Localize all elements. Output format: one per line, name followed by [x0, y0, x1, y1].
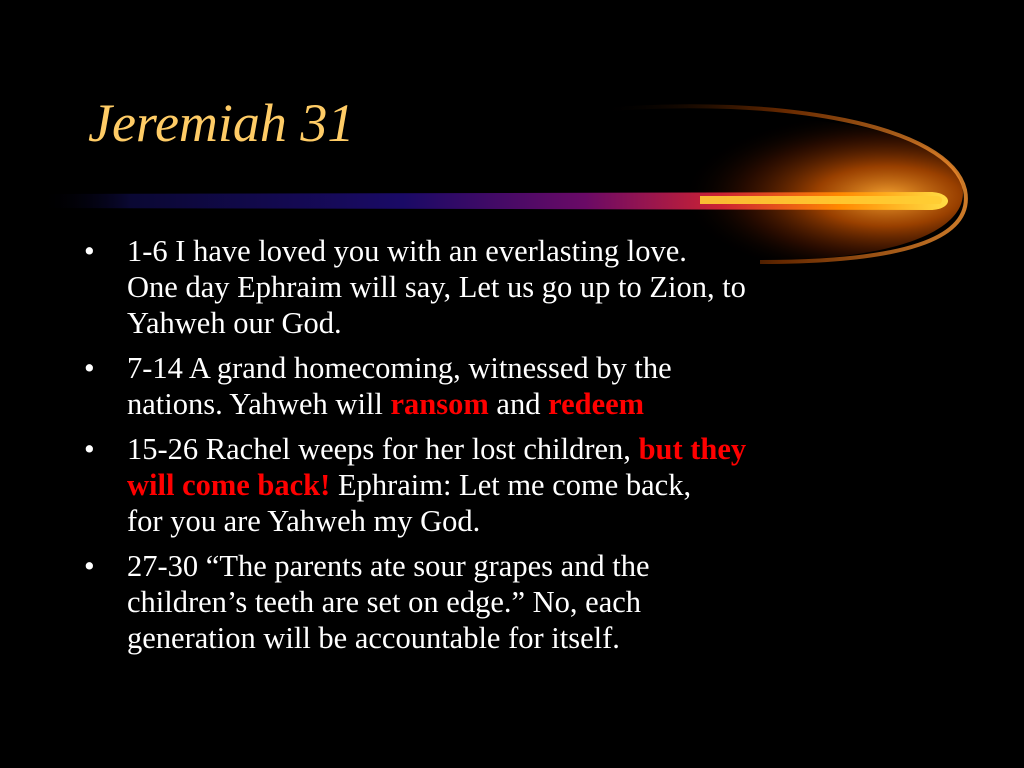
bullet-marker: • — [84, 351, 95, 385]
bullet-line — [127, 584, 954, 620]
bullet-line — [127, 467, 954, 503]
bullet-text: 15-26 Rachel weeps for her lost children, — [127, 432, 639, 466]
bullet-item — [84, 233, 954, 341]
emphasis-text: redeem — [548, 387, 645, 421]
bullet-text: generation will be accountable for itself. — [127, 621, 620, 655]
bullet-line — [127, 431, 954, 467]
bullet-line — [127, 620, 954, 656]
bullet-list — [84, 233, 954, 665]
bullet-text: and — [488, 387, 549, 421]
bullet-line — [127, 548, 954, 584]
emphasis-text: ransom — [390, 387, 489, 421]
bullet-text: 27-30 “The parents ate sour grapes and the — [127, 549, 650, 583]
bullet-text: 1-6 I have loved you with an everlasting love. — [127, 234, 687, 268]
emphasis-text: will come back! — [127, 468, 331, 502]
bullet-line — [127, 503, 954, 539]
bullet-line — [127, 386, 954, 422]
slide-title: Jeremiah 31 — [88, 93, 355, 153]
bullet-item — [84, 350, 954, 422]
bullet-line — [127, 350, 954, 386]
bullet-text: children’s teeth are set on edge.” No, each — [127, 585, 642, 619]
bullet-item — [84, 431, 954, 539]
bullet-text: 7-14 A grand homecoming, witnessed by the — [127, 351, 672, 385]
bullet-text: One day Ephraim will say, Let us go up to Zion, to — [127, 270, 746, 304]
bullet-marker: • — [84, 234, 95, 268]
bullet-line — [127, 305, 954, 341]
bullet-text: Ephraim: Let me come back, — [330, 468, 692, 502]
bullet-marker: • — [84, 549, 95, 583]
bullet-text: Yahweh our God. — [127, 306, 342, 340]
bullet-text: nations. Yahweh will — [127, 387, 391, 421]
emphasis-text: but they — [638, 432, 747, 466]
bullet-item — [84, 548, 954, 656]
bullet-text: for you are Yahweh my God. — [127, 504, 481, 538]
bullet-marker: • — [84, 432, 95, 466]
bullet-line — [127, 233, 954, 269]
bullet-line — [127, 269, 954, 305]
